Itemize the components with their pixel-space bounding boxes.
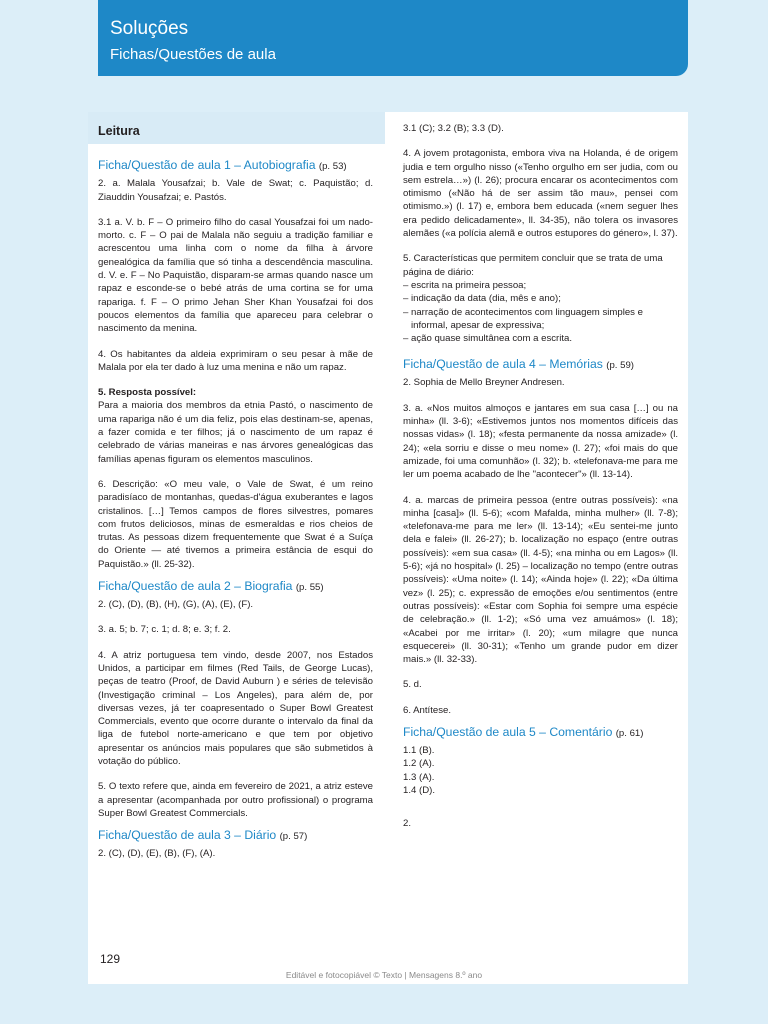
answer-f3-q4: 4. A jovem protagonista, embora viva na Holanda, é de origem judia e tem orgulho nisso («Tenho orgulho em ser judia, com ou sem estrela…») (l. 26); procura encarar os acontecimentos com otimismo («Não há de ser assim tão mau», pensei com otimismo.») (l. 17) e, embora bem educada («nem seguer lhes era pedido delicadamente», ll. 34-35), não tolera os invasores alemães («a polícia alemã e outros estupores do género», l. 37).	[403, 148, 678, 240]
ficha-3-title: Ficha/Questão de aula 3 – Diário	[98, 828, 277, 843]
answer-f4-q5: 5. d.	[403, 679, 422, 691]
ficha-4-title: Ficha/Questão de aula 4 – Memórias	[403, 357, 603, 372]
page-header	[98, 0, 688, 76]
answer-f3-q2: 2. (C), (D), (E), (B), (F), (A).	[98, 848, 216, 860]
ficha-5-heading	[403, 725, 678, 741]
answer-f5-item: 1.2 (A).	[403, 758, 435, 770]
header-title: Soluções	[110, 18, 189, 39]
ficha-2-title: Ficha/Questão de aula 2 – Biografia	[98, 579, 293, 594]
ficha-2-heading	[98, 579, 373, 595]
header-subtitle: Fichas/Questões de aula	[110, 46, 276, 63]
answer-f2-q2: 2. (C), (D), (B), (H), (G), (A), (E), (F).	[98, 599, 254, 611]
answer-f4-q6: 6. Antítese.	[403, 704, 452, 716]
ficha-4-page: (p. 59)	[606, 360, 634, 372]
list-item: – narração de acontecimentos com linguagem simples e informal, apesar de expressiva;	[403, 306, 643, 331]
left-column	[98, 112, 373, 872]
answer-f1-q2: 2. a. Malala Yousafzai; b. Vale de Swat; c. Paquistão; d. Ziauddin Yousafzai; e. Pastós.	[98, 178, 373, 203]
answer-f3-q5-list	[403, 279, 678, 345]
ficha-2-page: (p. 55)	[295, 582, 324, 594]
list-item: – escrita na primeira pessoa;	[403, 279, 527, 291]
ficha-1-heading	[98, 158, 373, 174]
page-body	[88, 112, 688, 984]
answer-f1-q3: 3.1 a. V. b. F – O primeiro filho do casal Yousafzai foi um nado-morto. c. F – O pai de Malala não seguiu a tradição familiar e acrescentou uma linha com o nome da filha à árvore genealógica da família que só tinha a descendência masculina. d. V. e. F – No Paquistão, disparam-se armas quando nasce um rapaz e esconde-se o bebé atrás de uma cortina se for uma rapariga. f. F – O primo Jehan Sher Khan Yousafzai foi dos poucos elementos da família que apareceu para celebrar o nascimento da menina.	[98, 216, 373, 335]
answer-f1-q6: 6. Descrição: «O meu vale, o Vale de Swat, é um reino paradisíaco de montanhas, quedas-d'água exuberantes e lagos cristalinos. […] Temos campos de flores silvestres, pomares com frutos deliciosos, minas de esmeraldas e rios cheios de trutas. As pessoas dizem frequentemente que Swat é a Suíça do Oriente — até tivemos a primeira estância de esqui do Paquistão.» (ll. 25-32).	[98, 478, 373, 570]
answer-f2-q4: 4. A atriz portuguesa tem vindo, desde 2007, nos Estados Unidos, a participar em filmes (Red Tails, de George Lucas), peças de teatro (Proof, de David Auburn ) e séries de televisão (Investigação criminal – Los Angeles), para além de, por diversas vezes, já ter coapresentado o Super Bowl Greatest Commercials, evento que ocorre durante o intervalo da final da liga de futebol norte-americano e que tem por objetivo apresentar os anúncios mais populares que são submetidos à votação do público.	[98, 649, 373, 767]
ficha-1-title: Ficha/Questão de aula 1 – Autobiografia	[98, 158, 316, 173]
answer-f2-q5: 5. O texto refere que, ainda em fevereiro de 2021, a atriz esteve a apresentar (acompanhada por outro profissional) o programa Super Bowl Greatest Commercials.	[98, 781, 373, 819]
footer-text: Editável e fotocopiável © Texto | Mensagens 8.º ano	[285, 970, 483, 980]
answer-f1-q5: Para a maioria dos membros da etnia Pastó, o nascimento de uma rapariga não é um dia feliz, pois elas destinam-se, apenas, a fazer comida e ter filhos; já o nascimento de um rapaz é celebrado de várias maneiras e nas árvores genealógicas das famílias apenas figuram os elementos masculinos.	[98, 400, 373, 465]
answer-f2-q3: 3. a. 5; b. 7; c. 1; d. 8; e. 3; f. 2.	[98, 624, 231, 636]
ficha-1-page: (p. 53)	[318, 161, 347, 173]
answer-f4-q4: 4. a. marcas de primeira pessoa (entre outras possíveis): «na minha [casa]» (ll. 5-6); «com Mafalda, minha mulher» (ll. 7-8); «telefonava-me para me ler» (ll. 13-14); «Eu sentei-me junto dela e falei» (ll. 26-27); b. localização no espaço (entre outras possíveis): «em sua casa» (ll. 4-5); «na minha ou em Lagos» (ll. 5-6); «já no hospital» (l. 25) – localização no tempo (entre outras possíveis): «Uma noite» (l. 14); «Ainda hoje» (l. 22); «Da última vez» (l. 25); c. expressão de emoções e/ou sentimentos (entre outras possíveis): «Estar com Sophia foi sempre uma espécie de celebração.» (ll. 1-2); «Só uma vez amuámos» (l. 18); «Acabei por me irritar» (l. 20); «um milagre que nunca esquecerei» (ll. 30-31); «Tenho um grande pudor em dizer mais.» (ll. 32-33).	[403, 494, 678, 666]
answer-f5-item: 1.3 (A).	[403, 771, 435, 783]
answer-f5-item: 1.4 (D).	[403, 784, 435, 796]
section-title: Leitura	[88, 112, 385, 144]
ficha-3-page: (p. 57)	[279, 831, 308, 843]
ficha-5-page: (p. 61)	[615, 727, 644, 739]
answer-f3-q5: 5. Características que permitem concluir que se trata de uma página de diário:	[403, 253, 663, 278]
answer-f4-q3: 3. a. «Nos muitos almoços e jantares em sua casa […] ou na minha» (ll. 3-6); «Estivemos juntos nos momentos difíceis das nossas vidas» (l. 18); «festa permanente da nossa amizade» (l. 24); «ela sorriu e disse o meu nome» (l. 27); «foi mais do que amizade, foi uma comunhão» (l. 32); b. «telefonava-me para me ler um poema acabado de lhe "acontecer"» (ll. 13-14).	[403, 402, 678, 481]
ficha-5-title: Ficha/Questão de aula 5 – Comentário	[403, 724, 613, 739]
ficha-4-heading	[403, 357, 678, 373]
answer-f5-item: 1.1 (B).	[403, 744, 435, 756]
list-item: – ação quase simultânea com a escrita.	[403, 333, 573, 345]
answer-f5-q2: 2.	[403, 818, 412, 830]
page-number: 129	[100, 952, 121, 966]
answer-f3-q31: 3.1 (C); 3.2 (B); 3.3 (D).	[403, 123, 504, 134]
answer-f1-q5-label: 5. Resposta possível:	[98, 387, 197, 399]
ficha-3-heading	[98, 828, 373, 844]
list-item: – indicação da data (dia, mês e ano);	[403, 293, 561, 305]
right-column	[403, 122, 678, 842]
answer-f4-q2: 2. Sophia de Mello Breyner Andresen.	[403, 377, 565, 389]
answer-f1-q4: 4. Os habitantes da aldeia exprimiram o seu pesar à mãe de Malala por ela ter dado à luz uma menina e não um rapaz.	[98, 348, 373, 373]
